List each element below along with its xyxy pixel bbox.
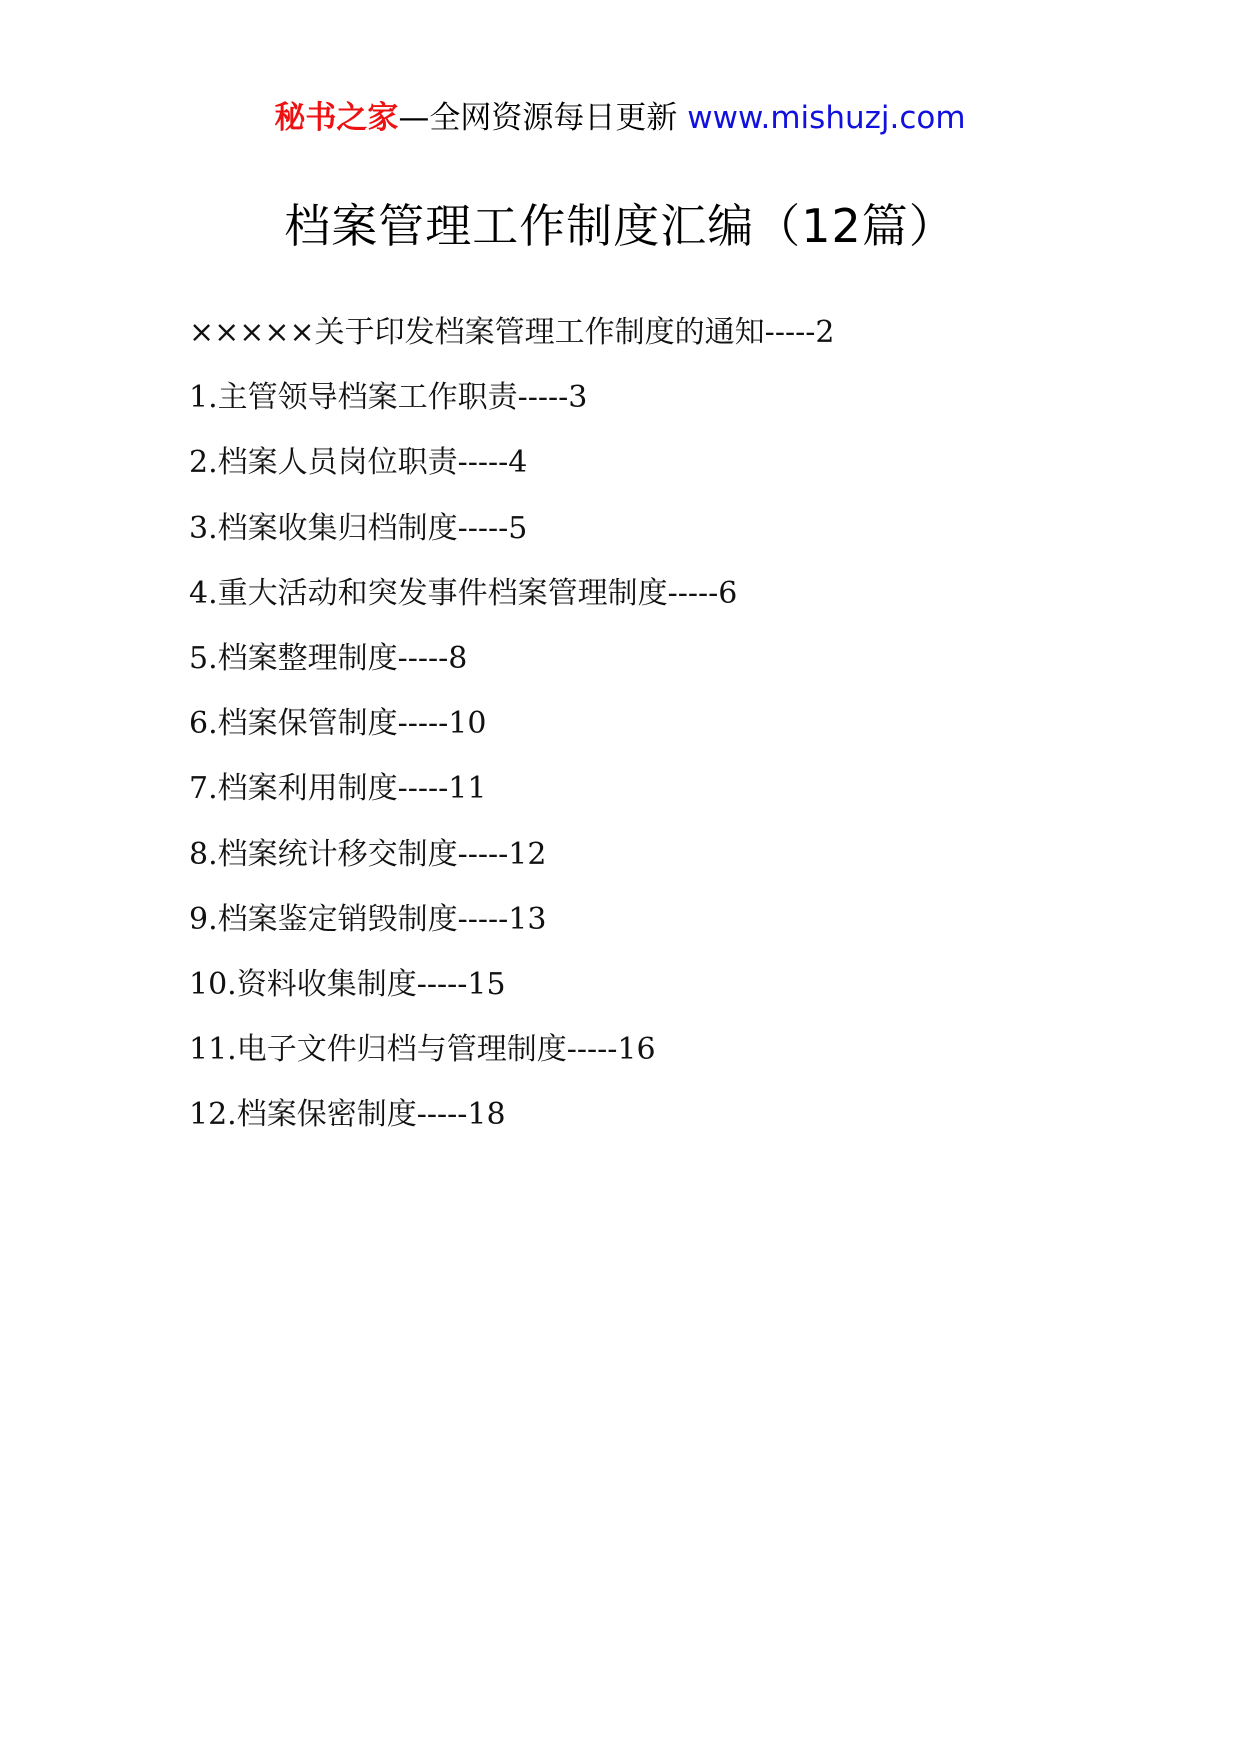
toc-item-8: 8.档案统计移交制度-----12 <box>189 836 547 872</box>
site-url: www.mishuzj.com <box>687 100 966 136</box>
toc-item-1: 1.主管领导档案工作职责-----3 <box>189 380 588 416</box>
toc-item-5: 5.档案整理制度-----8 <box>189 640 468 676</box>
toc-item-2: 2.档案人员岗位职责-----4 <box>189 445 528 481</box>
toc-item-notice: ×××××关于印发档案管理工作制度的通知-----2 <box>189 315 835 350</box>
toc-item-9: 9.档案鉴定销毁制度-----13 <box>189 901 547 937</box>
toc-item-11: 11.电子文件归档与管理制度-----16 <box>189 1032 656 1068</box>
site-banner <box>0 98 1240 138</box>
toc-item-12: 12.档案保密制度-----18 <box>189 1097 506 1133</box>
table-of-contents <box>189 300 834 1147</box>
toc-item-10: 10.资料收集制度-----15 <box>189 966 506 1002</box>
toc-item-3: 3.档案收集归档制度-----5 <box>189 510 528 546</box>
toc-item-4: 4.重大活动和突发事件档案管理制度-----6 <box>189 575 738 611</box>
document-title: 档案管理工作制度汇编（12篇） <box>284 199 956 253</box>
toc-item-7: 7.档案利用制度-----11 <box>189 771 487 807</box>
toc-item-6: 6.档案保管制度-----10 <box>189 706 487 742</box>
site-name: 秘书之家 <box>274 100 399 136</box>
site-tagline: —全网资源每日更新 <box>398 100 688 136</box>
